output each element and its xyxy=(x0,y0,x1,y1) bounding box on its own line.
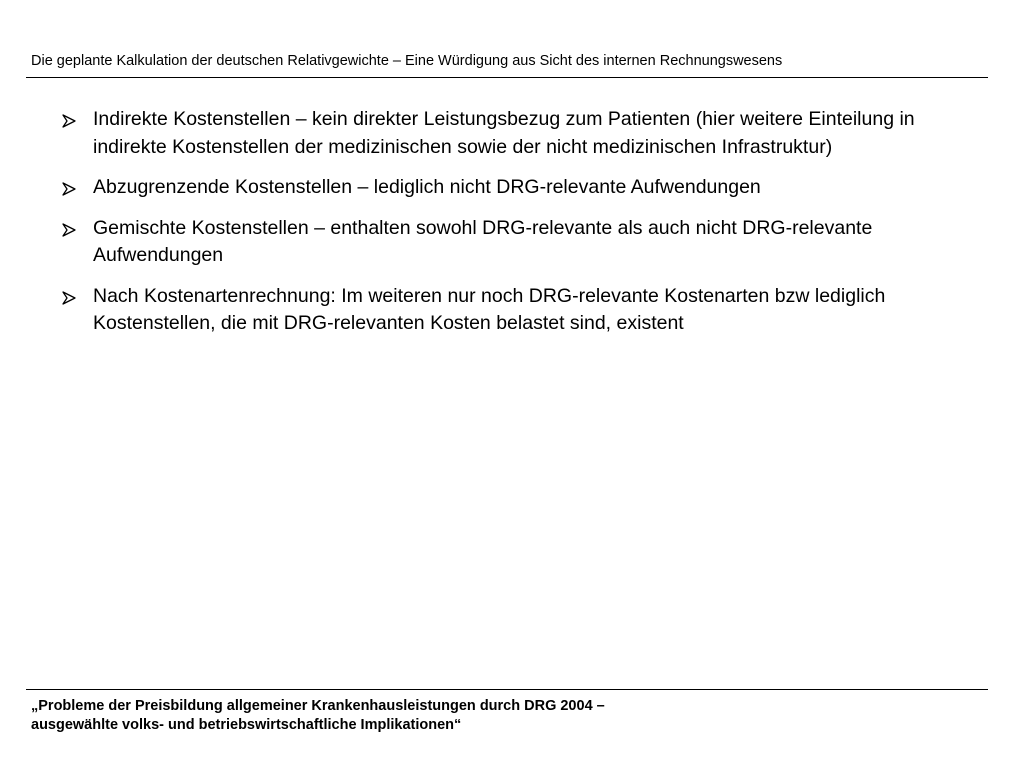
arrowhead-bullet-icon xyxy=(62,114,76,128)
arrowhead-bullet-icon xyxy=(62,182,76,196)
header-title: Die geplante Kalkulation der deutschen Relativgewichte – Eine Würdigung aus Sicht des internen Rechnungswesens xyxy=(31,53,783,69)
bullet-item xyxy=(62,215,962,270)
arrowhead-bullet-icon xyxy=(62,291,76,305)
footer-line-2: ausgewählte volks- und betriebswirtschaftliche Implikationen“ xyxy=(31,717,462,733)
bullet-list xyxy=(62,106,962,351)
bullet-text: Gemischte Kostenstellen – enthalten sowohl DRG-relevante als auch nicht DRG-relevante Aufwendungen xyxy=(93,216,873,266)
bullet-item xyxy=(62,174,962,202)
footer-line-1: „Probleme der Preisbildung allgemeiner Krankenhausleistungen durch DRG 2004 – xyxy=(31,698,605,714)
bullet-item xyxy=(62,283,962,338)
arrowhead-bullet-icon xyxy=(62,223,76,237)
header-divider xyxy=(26,77,988,78)
bullet-text: Abzugrenzende Kostenstellen – lediglich nicht DRG-relevante Aufwendungen xyxy=(93,176,761,198)
bullet-text: Nach Kostenartenrechnung: Im weiteren nur noch DRG-relevante Kostenarten bzw lediglich Kostenstellen, die mit DRG-relevanten Kosten belastet sind, existent xyxy=(93,284,886,334)
bullet-text: Indirekte Kostenstellen – kein direkter Leistungsbezug zum Patienten (hier weitere Einteilung in indirekte Kostenstellen der medizinischen sowie der nicht medizinischen Infrastruktur) xyxy=(93,108,915,158)
footer-citation xyxy=(31,697,931,735)
footer-divider xyxy=(26,689,988,690)
bullet-item xyxy=(62,106,962,161)
